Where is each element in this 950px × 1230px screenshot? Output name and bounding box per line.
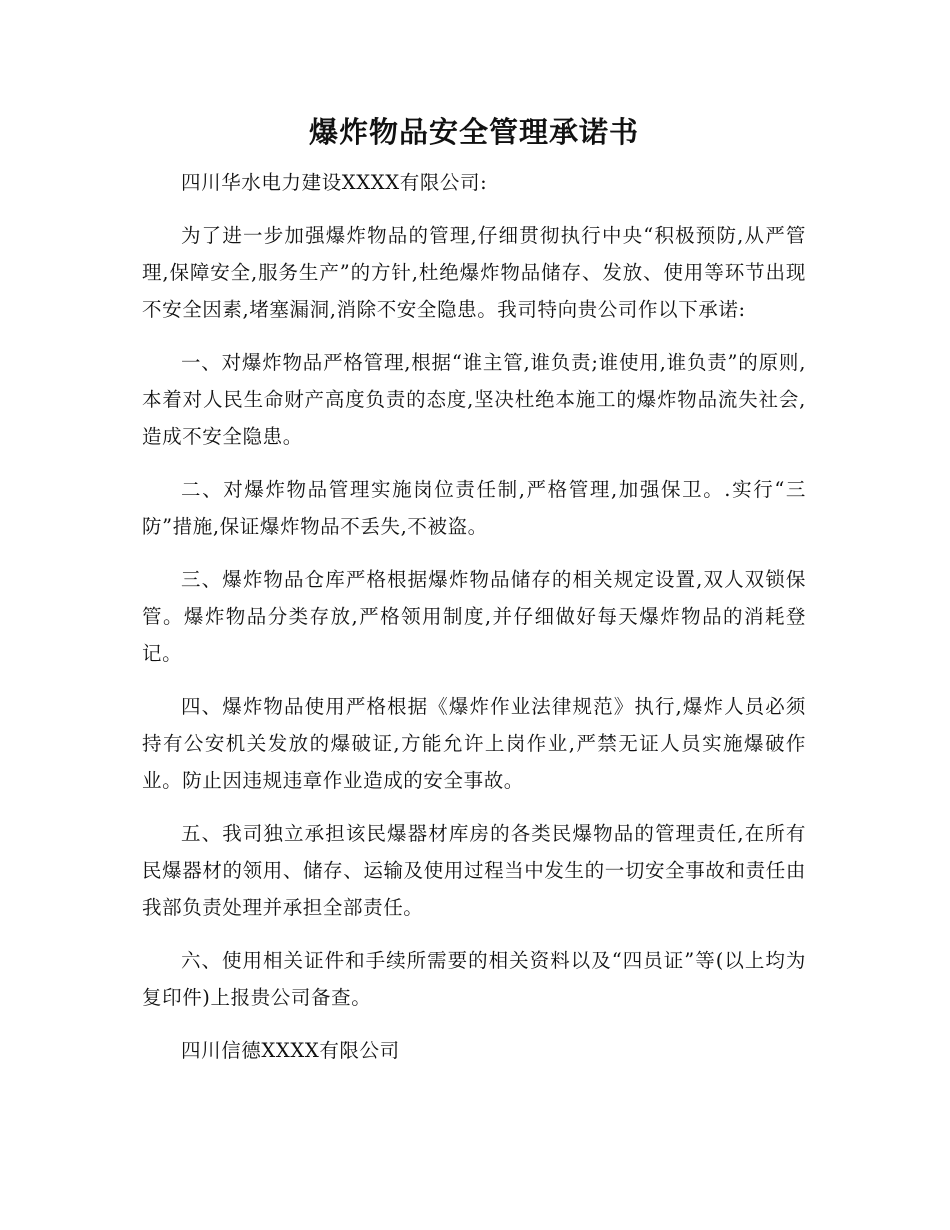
signature: 四川信德XXXX有限公司 — [181, 1039, 400, 1062]
clause-3: 三、爆炸物品仓库严格根据爆炸物品储存的相关规定设置,双人双锁保管。爆炸物品分类存放,严格领用制度,并仔细做好每天爆炸物品的消耗登记。 — [142, 568, 806, 665]
clause-2: 二、对爆炸物品管理实施岗位责任制,严格管理,加强保卫。.实行“三防”措施,保证爆炸物品不丢失,不被盗。 — [142, 478, 806, 538]
salutation: 四川华水电力建设XXXX有限公司: — [181, 171, 488, 194]
clause-5: 五、我司独立承担该民爆器材库房的各类民爆物品的管理责任,在所有民爆器材的领用、储存、运输及使用过程当中发生的一切安全事故和责任由我部负责处理并承担全部责任。 — [142, 822, 806, 919]
document-title: 爆炸物品安全管理承诺书 — [308, 115, 639, 149]
clause-6: 六、使用相关证件和手续所需要的相关资料以及“四员证”等(以上均为复印件)上报贵公司备查。 — [142, 949, 806, 1009]
clause-4: 四、爆炸物品使用严格根据《爆炸作业法律规范》执行,爆炸人员必须持有公安机关发放的爆破证,方能允许上岗作业,严禁无证人员实施爆破作业。防止因违规违章作业造成的安全事故。 — [142, 695, 806, 792]
document-page — [142, 112, 806, 1085]
intro-paragraph: 为了进一步加强爆炸物品的管理,仔细贯彻执行中央“积极预防,从严管理,保障安全,服务生产”的方针,杜绝爆炸物品储存、发放、使用等环节出现不安全因素,堵塞漏洞,消除不安全隐患。我司特向贵公司作以下承诺: — [142, 224, 806, 321]
clause-1: 一、对爆炸物品严格管理,根据“谁主管,谁负责;谁使用,谁负责”的原则,本着对人民生命财产高度负责的态度,坚决杜绝本施工的爆炸物品流失社会,造成不安全隐患。 — [142, 351, 806, 448]
